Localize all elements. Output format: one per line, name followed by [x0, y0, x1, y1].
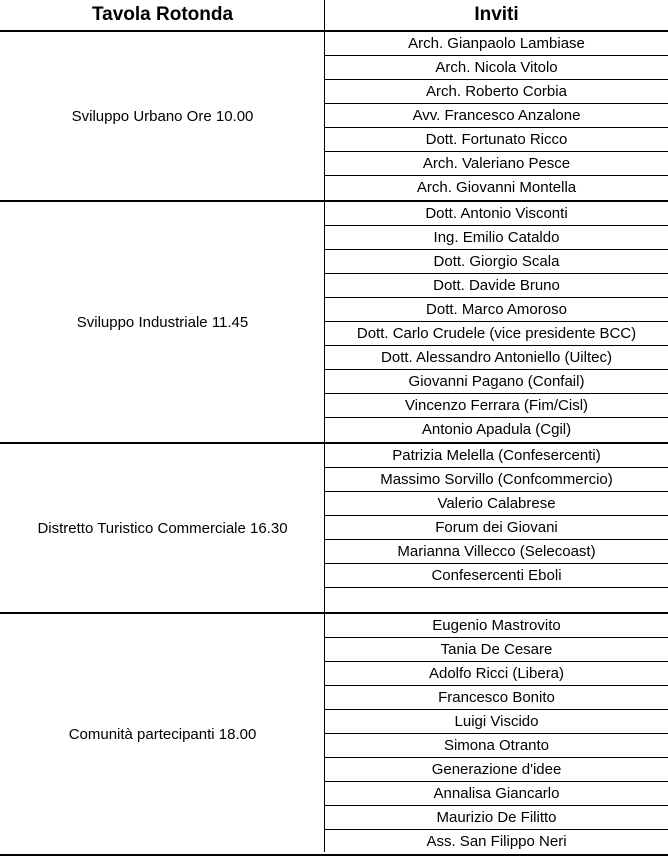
invite-cell: Arch. Valeriano Pesce: [325, 152, 668, 176]
invite-cell: Arch. Nicola Vitolo: [325, 56, 668, 80]
invite-cell: Arch. Giovanni Montella: [416, 179, 577, 196]
invite-cell: Giovanni Pagano (Confail): [325, 370, 668, 394]
column-divider: [324, 0, 325, 852]
invite-cell: Dott. Davide Bruno: [325, 274, 668, 298]
invite-cell: Dott. Antonio Visconti: [325, 202, 668, 226]
invite-cell: Confesercenti Eboli: [325, 564, 668, 588]
invite-cell: Antonio Apadula (Cgil): [421, 421, 572, 438]
invite-cell: Dott. Marco Amoroso: [325, 298, 668, 322]
invite-cell: Dott. Giorgio Scala: [325, 250, 668, 274]
invite-cell: Francesco Bonito: [325, 686, 668, 710]
invite-list: [325, 614, 668, 854]
invite-cell: [325, 588, 668, 612]
session-cell: Comunità partecipanti 18.00: [68, 725, 257, 743]
invite-list: [325, 444, 668, 612]
invite-cell: Tania De Cesare: [325, 638, 668, 662]
invite-cell: Vincenzo Ferrara (Fim/Cisl): [325, 394, 668, 418]
invite-cell: Dott. Carlo Crudele (vice presidente BCC): [325, 322, 668, 346]
session-group: [0, 614, 668, 856]
invite-list: [325, 202, 668, 442]
invite-cell: Maurizio De Filitto: [325, 806, 668, 830]
invite-cell: Valerio Calabrese: [325, 492, 668, 516]
invite-cell: Adolfo Ricci (Libera): [325, 662, 668, 686]
invite-cell: Dott. Alessandro Antoniello (Uiltec): [325, 346, 668, 370]
invite-cell: Arch. Roberto Corbia: [325, 80, 668, 104]
invite-cell: Arch. Gianpaolo Lambiase: [325, 32, 668, 56]
session-group: [0, 444, 668, 614]
invite-cell: Avv. Francesco Anzalone: [325, 104, 668, 128]
invite-cell: Forum dei Giovani: [325, 516, 668, 540]
invite-cell: Patrizia Melella (Confesercenti): [325, 444, 668, 468]
invite-cell: Annalisa Giancarlo: [325, 782, 668, 806]
invite-cell: Marianna Villecco (Selecoast): [325, 540, 668, 564]
invite-cell: Eugenio Mastrovito: [325, 614, 668, 638]
header-inviti: Inviti: [325, 0, 668, 32]
session-cell: Sviluppo Industriale 11.45: [76, 313, 249, 331]
invite-cell: Ing. Emilio Cataldo: [325, 226, 668, 250]
invite-list: [325, 32, 668, 200]
invite-cell: Luigi Viscido: [325, 710, 668, 734]
invite-cell: Ass. San Filippo Neri: [426, 833, 567, 850]
invite-cell: Generazione d'idee: [325, 758, 668, 782]
invite-cell: Simona Otranto: [325, 734, 668, 758]
header-tavola-rotonda: Tavola Rotonda: [0, 0, 325, 32]
session-group: [0, 32, 668, 202]
invite-cell: Massimo Sorvillo (Confcommercio): [325, 468, 668, 492]
session-cell: Distretto Turistico Commerciale 16.30: [37, 519, 288, 537]
session-group: [0, 202, 668, 444]
session-cell: Sviluppo Urbano Ore 10.00: [71, 107, 254, 125]
invite-cell: Dott. Fortunato Ricco: [325, 128, 668, 152]
